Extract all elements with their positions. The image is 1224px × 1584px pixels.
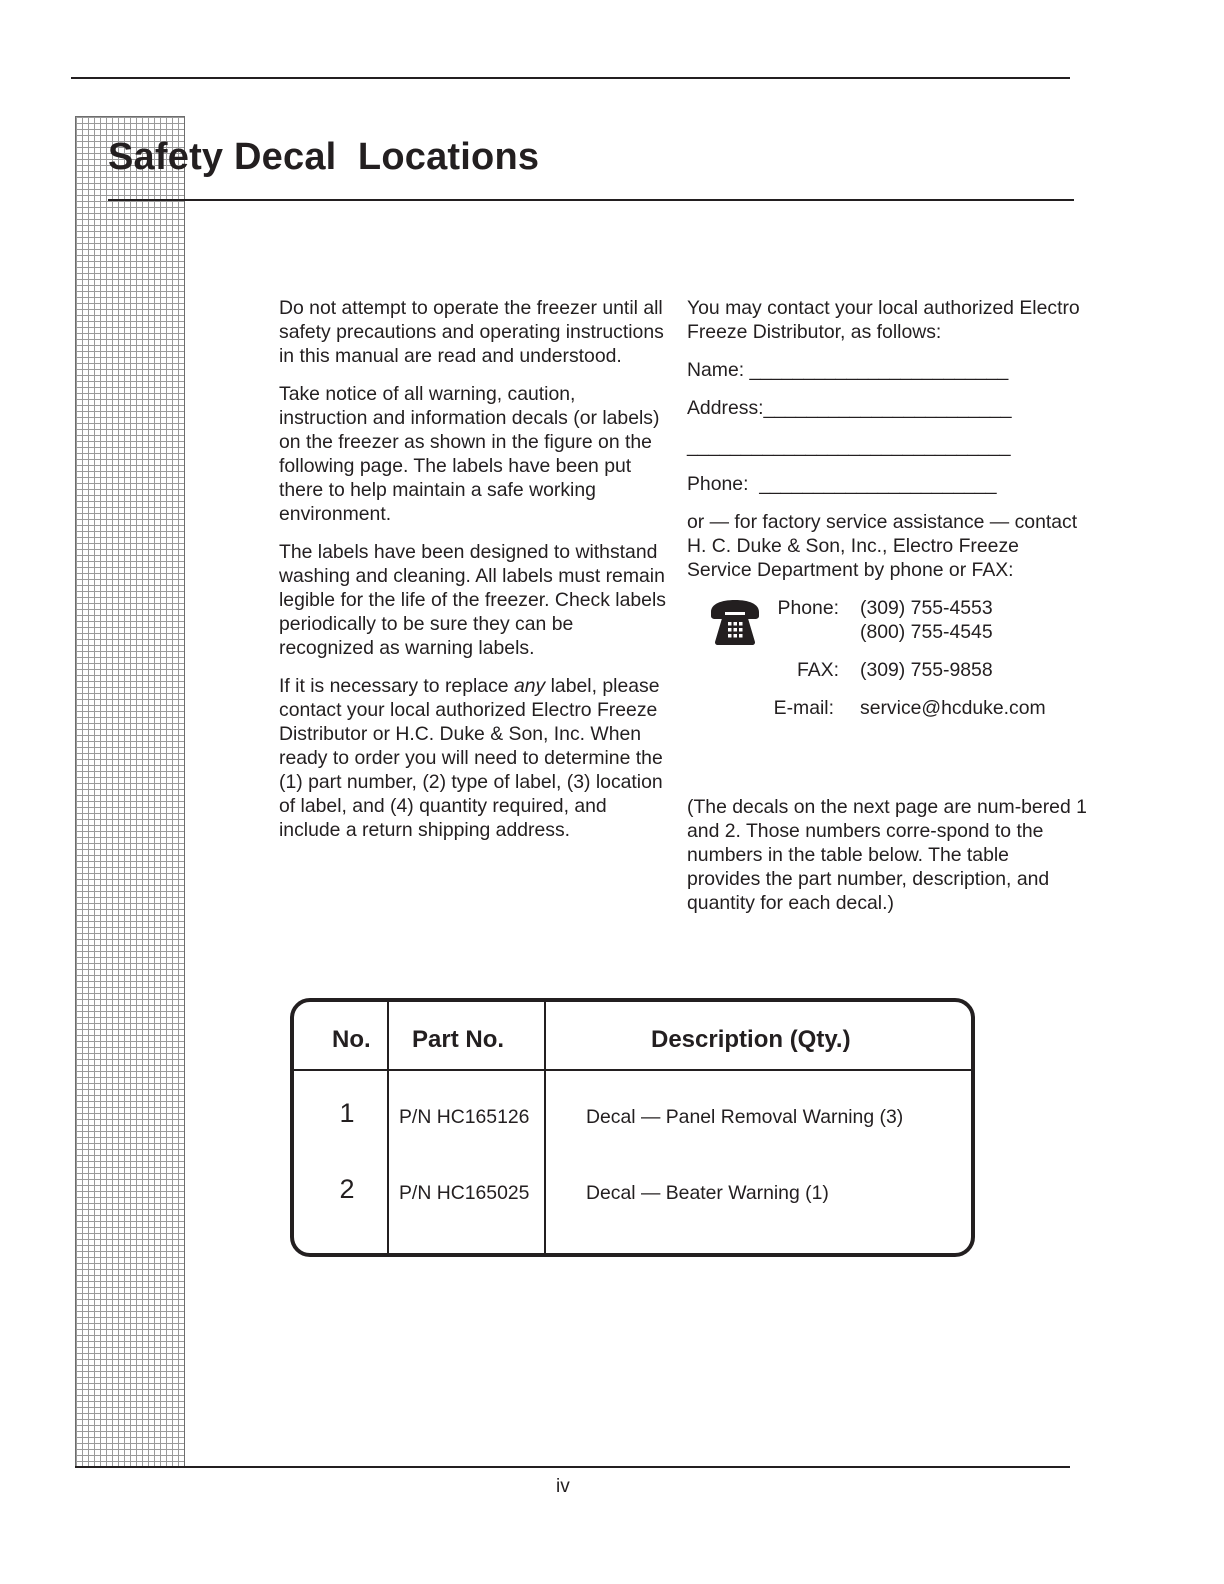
replace-text-before: If it is necessary to replace [279, 675, 514, 697]
row-1-no: 1 [339, 1098, 355, 1128]
factory-service-text: or — for factory service assistance — contact H. C. Duke & Son, Inc., Electro Freeze Service Department by phone or FAX: [687, 511, 1078, 581]
email-row [687, 696, 1087, 720]
phone-number-2: (800) 755-4545 [860, 621, 993, 643]
intro-paragraph: Do not attempt to operate the freezer until all safety precautions and operating instructions in this manual are read and understood. [279, 297, 664, 367]
right-column [687, 296, 1087, 736]
row-2-part-no: P/N HC165025 [399, 1182, 530, 1204]
email-label: E-mail: [773, 697, 834, 719]
grid-pattern-strip [75, 116, 185, 1468]
replace-label-paragraph [279, 674, 669, 842]
fax-row [687, 658, 1087, 682]
decal-notice-paragraph: Take notice of all warning, caution, instruction and information decals (or labels) on the freezer as shown in the figure on the following page. The labels have been put there to help maintain a safe working environment. [279, 383, 660, 525]
phone-number-1: (309) 755-4553 [860, 597, 993, 619]
address-line-2: ______________________________ [687, 435, 1011, 457]
bottom-rule [75, 1466, 1070, 1468]
row-2-description: Decal — Beater Warning (1) [586, 1182, 829, 1204]
row-1-part-no: P/N HC165126 [399, 1106, 530, 1128]
left-column [279, 296, 669, 856]
top-rule [71, 77, 1070, 79]
contact-info [687, 596, 1087, 736]
decal-table [290, 998, 975, 1257]
page-number: iv [556, 1476, 570, 1497]
row-2-no: 2 [339, 1174, 355, 1204]
header-part-no: Part No. [412, 1026, 505, 1053]
page-title: Safety Decal Locations [108, 136, 540, 178]
header-no: No. [332, 1026, 371, 1053]
fax-label: FAX: [796, 659, 839, 681]
phone-label: Phone: [777, 597, 839, 619]
row-1-description: Decal — Panel Removal Warning (3) [586, 1106, 904, 1128]
decal-note: (The decals on the next page are num-bered 1 and 2. Those numbers corre-spond to the numbers in the table below. The table provides the part number, description, and quantity for each decal.) [687, 796, 1087, 914]
distributor-intro: You may contact your local authorized Electro Freeze Distributor, as follows: [687, 297, 1080, 343]
phone-row [687, 596, 1087, 620]
phone-row-2 [687, 620, 1087, 644]
address-field: Address:_______________________ [687, 397, 1012, 419]
replace-text-emphasis: any [513, 675, 546, 697]
fax-number: (309) 755-9858 [860, 659, 993, 681]
name-field: Name: ________________________ [687, 359, 1009, 381]
table-divider [544, 1002, 546, 1253]
title-underline [108, 199, 1074, 201]
replace-text-after: label, please contact your local authorized Electro Freeze Distributor or H.C. Duke & Son, Inc. When ready to order you will need to determine the (1) part number, (2) type of label, (3) location of label, and (4) quantity required, and include a return shipping address. [279, 675, 663, 841]
label-durability-paragraph: The labels have been designed to withstand washing and cleaning. All labels must remain legible for the life of the freezer. Check labels periodically to be sure they can be recognized as warning labels. [279, 541, 666, 659]
phone-field: Phone: ______________________ [687, 473, 997, 495]
email-address: service@hcduke.com [860, 697, 1046, 719]
table-header-divider [294, 1069, 971, 1071]
header-description: Description (Qty.) [651, 1026, 851, 1053]
